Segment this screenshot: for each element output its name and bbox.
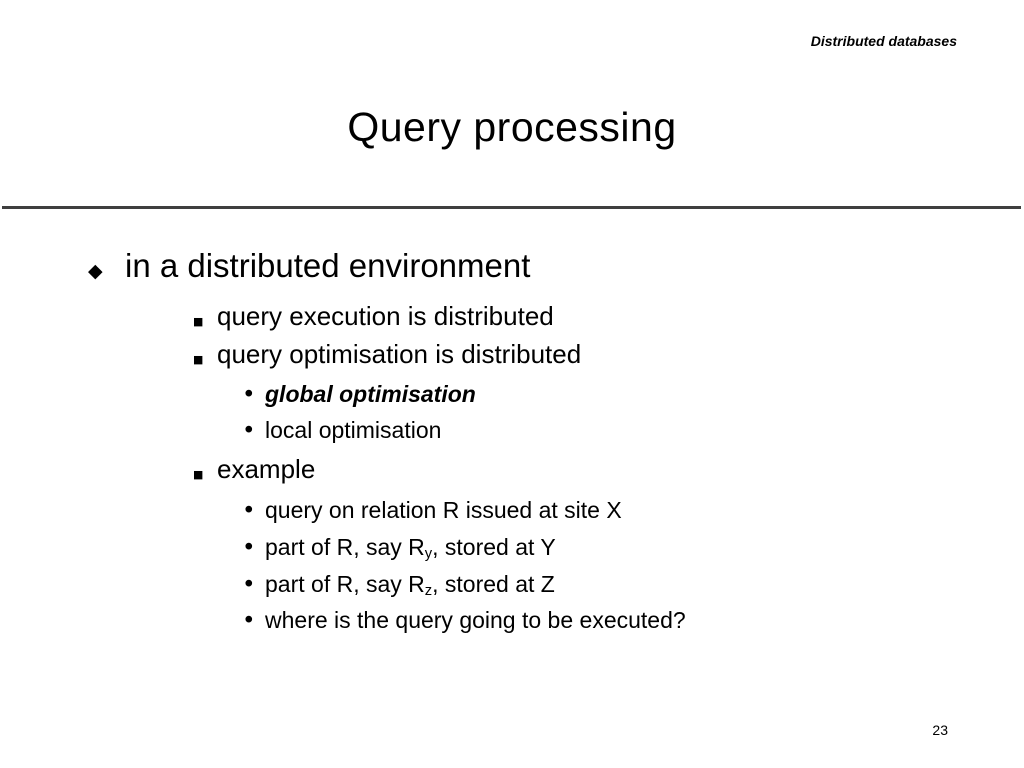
list-item bbox=[242, 571, 555, 601]
list-item-text-main: part of R, say R bbox=[265, 534, 425, 560]
list-item-text: example bbox=[217, 454, 316, 484]
list-item-text bbox=[265, 534, 556, 564]
list-item bbox=[242, 607, 686, 636]
list-item bbox=[242, 497, 622, 526]
square-bullet-icon: ■ bbox=[193, 468, 204, 481]
list-item-text: query on relation R issued at site X bbox=[265, 497, 622, 523]
list-item bbox=[193, 339, 581, 370]
list-item bbox=[88, 246, 530, 286]
page-title: Query processing bbox=[347, 104, 677, 150]
list-item-text-rest: , stored at Y bbox=[432, 534, 556, 560]
title-divider bbox=[2, 206, 1021, 209]
dot-bullet-icon: • bbox=[242, 572, 256, 598]
subscript-z: z bbox=[424, 583, 433, 600]
list-item bbox=[193, 454, 315, 485]
dot-bullet-icon: • bbox=[242, 418, 256, 444]
dot-bullet-icon: • bbox=[242, 608, 256, 634]
subscript-y: y bbox=[424, 546, 433, 563]
square-bullet-icon: ■ bbox=[193, 315, 204, 328]
dot-bullet-icon: • bbox=[242, 382, 256, 408]
diamond-bullet-icon: ◆ bbox=[88, 260, 103, 282]
list-item-text: local optimisation bbox=[265, 417, 442, 443]
list-item bbox=[242, 381, 476, 410]
list-item-text-main: part of R, say R bbox=[265, 571, 425, 597]
list-item-text: global optimisation bbox=[265, 381, 476, 407]
list-item bbox=[193, 301, 554, 332]
dot-bullet-icon: • bbox=[242, 498, 256, 524]
list-item-text: query optimisation is distributed bbox=[217, 339, 582, 369]
square-bullet-icon: ■ bbox=[193, 353, 204, 366]
slide-header-note: Distributed databases bbox=[810, 33, 957, 49]
list-item bbox=[242, 534, 556, 564]
list-item-text: in a distributed environment bbox=[125, 247, 531, 284]
list-item-text: query execution is distributed bbox=[217, 301, 554, 331]
list-item-text bbox=[265, 571, 555, 601]
dot-bullet-icon: • bbox=[242, 535, 256, 561]
list-item-text-rest: , stored at Z bbox=[432, 571, 555, 597]
list-item bbox=[242, 417, 441, 446]
page-number: 23 bbox=[932, 722, 948, 738]
list-item-text: where is the query going to be executed? bbox=[265, 607, 686, 633]
